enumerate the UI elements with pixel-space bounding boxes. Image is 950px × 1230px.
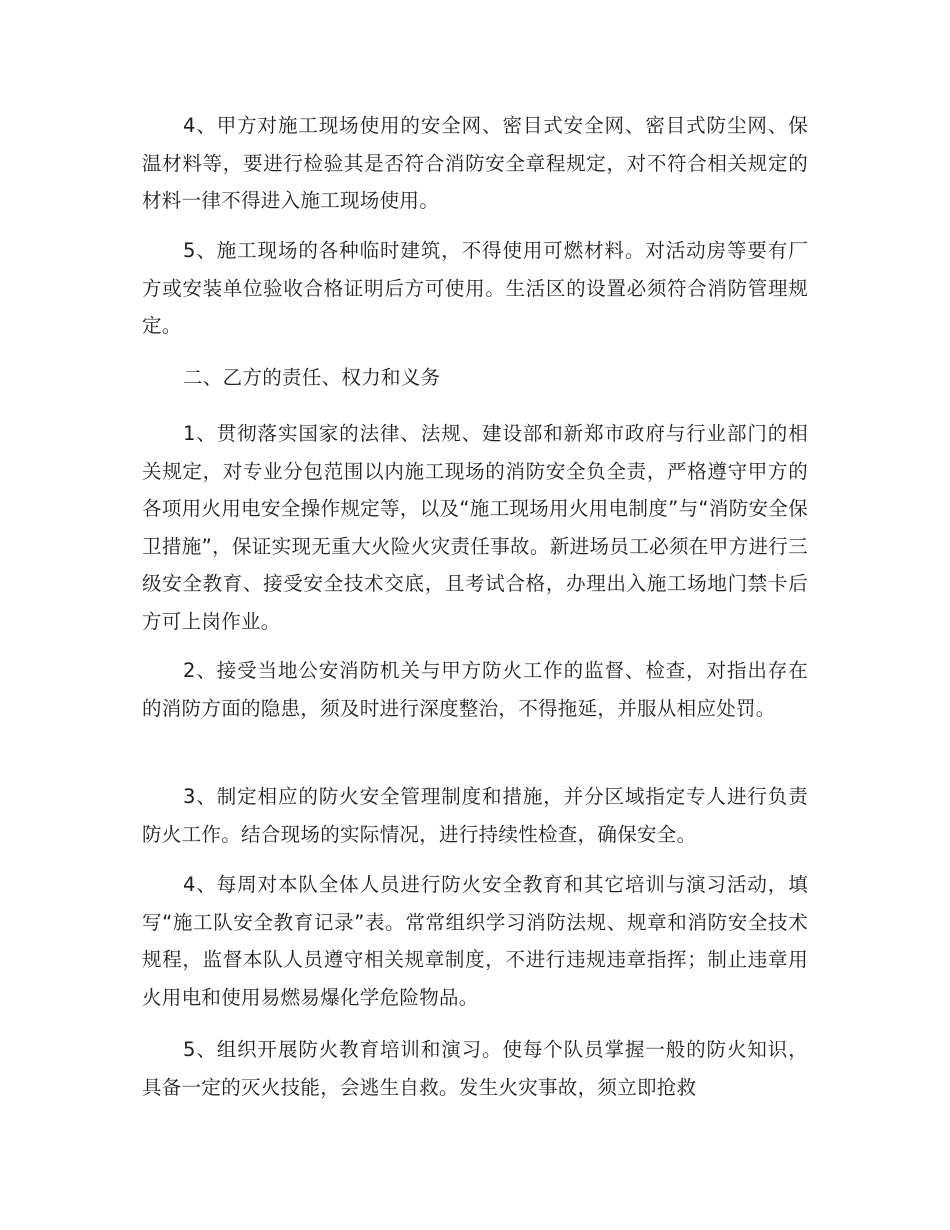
paragraph-party-a-item-5: 5、施工现场的各种临时建筑，不得使用可燃材料。对活动房等要有厂方或安装单位验收合格证明后方可使用。生活区的设置必须符合消防管理规定。 — [142, 239, 808, 337]
paragraph-party-b-item-4: 4、每周对本队全体人员进行防火安全教育和其它培训与演习活动，填写“施工队安全教育记录”表。常常组织学习消防法规、规章和消防安全技术规程，监督本队人员遵守相关规章制度，不进行违规违章指挥；制止违章用火用电和使用易燃易爆化学危险物品。 — [142, 873, 808, 1009]
paragraph-party-b-item-5: 5、组织开展防火教育培训和演习。使每个队员掌握一般的防火知识，具备一定的灭火技能，会逃生自救。发生火灾事故，须立即抢救 — [142, 1038, 808, 1099]
paragraph-party-b-item-3: 3、制定相应的防火安全管理制度和措施，并分区域指定专人进行负责防火工作。结合现场的实际情况，进行持续性检查，确保安全。 — [142, 785, 808, 846]
section-heading-party-b: 二、乙方的责任、权力和义务 — [183, 366, 441, 389]
paragraph-party-a-item-4: 4、甲方对施工现场使用的安全网、密目式安全网、密目式防尘网、保温材料等，要进行检验其是否符合消防安全章程规定，对不符合相关规定的材料一律不得进入施工现场使用。 — [142, 114, 808, 212]
paragraph-party-b-item-1: 1、贯彻落实国家的法律、法规、建设部和新郑市政府与行业部门的相关规定，对专业分包范围以内施工现场的消防安全负全责，严格遵守甲方的各项用火用电安全操作规定等，以及“施工现场用火用电制度”与“消防安全保卫措施”，保证实现无重大火险火灾责任事故。新进场员工必须在甲方进行三级安全教育、接受安全技术交底，且考试合格，办理出入施工场地门禁卡后方可上岗作业。 — [142, 422, 808, 633]
paragraph-party-b-item-2: 2、接受当地公安消防机关与甲方防火工作的监督、检查，对指出存在的消防方面的隐患，须及时进行深度整治，不得拖延，并服从相应处罚。 — [142, 659, 808, 720]
